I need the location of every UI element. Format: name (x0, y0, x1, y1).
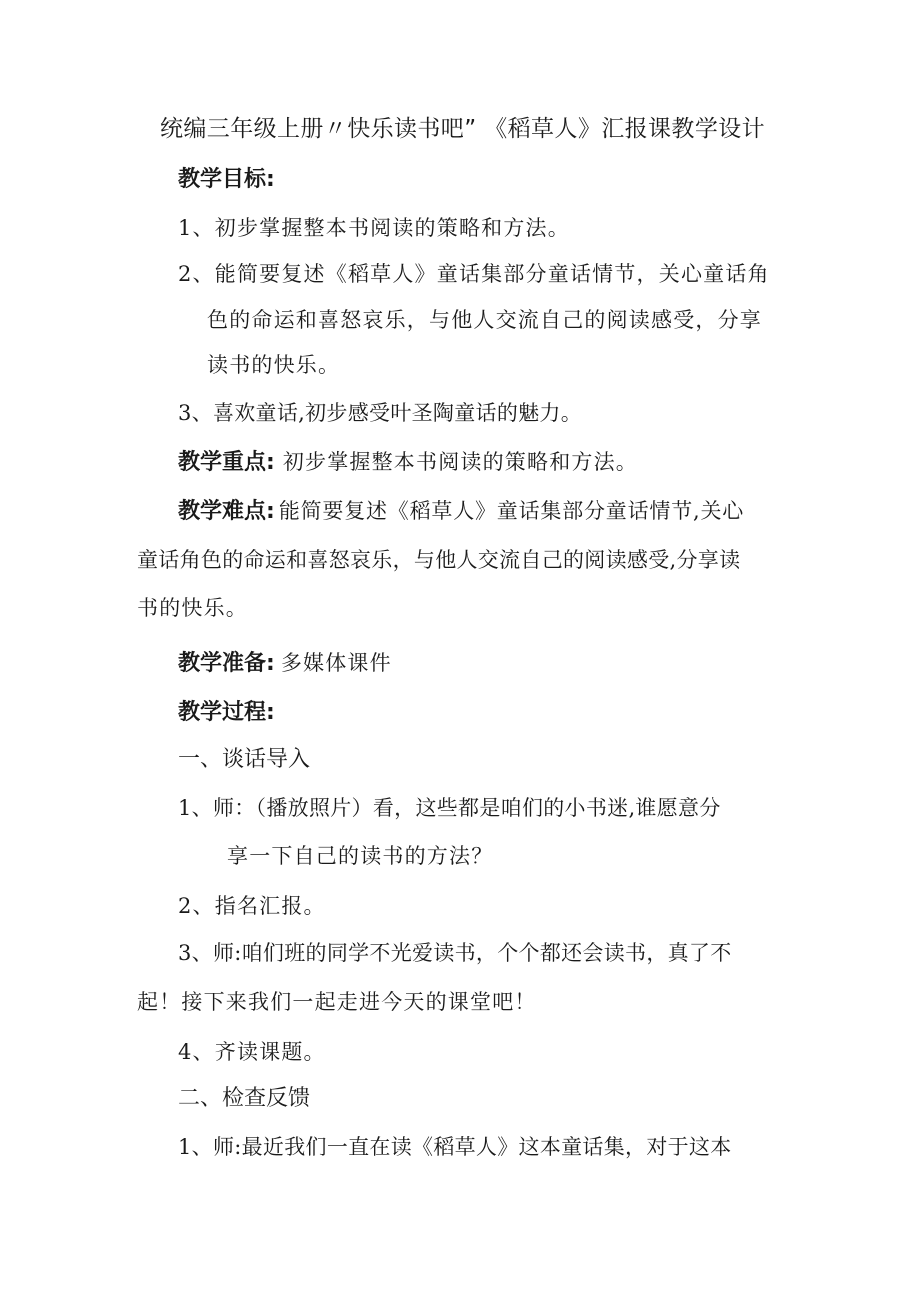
preparation-text: 多媒体课件 (280, 651, 392, 675)
section-1-item-2: 2、指名汇报。 (178, 894, 326, 918)
key-point-paragraph (178, 450, 638, 476)
objective-item-3: 3、喜欢童话,初步感受叶圣陶童话的魅力。 (178, 401, 583, 425)
process-heading: 教学过程: (178, 700, 275, 725)
section-2-heading: 二、检查反馈 (178, 1086, 311, 1111)
section-1-item-3-line-1: 3、师:咱们班的同学不光爱读书，个个都还会读书，真了不 (178, 941, 732, 965)
objective-item-1: 1、初步掌握整本书阅读的策略和方法。 (178, 216, 570, 240)
preparation-label: 教学准备: (178, 651, 275, 676)
objective-item-2-line-1: 2、能简要复述《稻草人》童话集部分童话情节，关心童话角 (178, 262, 770, 286)
objective-item-2-line-2: 色的命运和喜怒哀乐，与他人交流自己的阅读感受，分享 (207, 308, 762, 332)
key-point-label: 教学重点: (178, 450, 275, 475)
section-2-item-1-line-1: 1、师:最近我们一直在读《稻草人》这本童话集，对于这本 (178, 1135, 732, 1159)
difficulty-line-1 (178, 499, 744, 525)
objectives-heading: 教学目标: (178, 167, 275, 192)
key-point-text: 初步掌握整本书阅读的策略和方法。 (282, 450, 639, 474)
preparation-paragraph (178, 651, 392, 677)
section-1-item-3-line-2: 起！接下来我们一起走进今天的课堂吧！ (137, 990, 537, 1014)
document-title: 统编三年级上册〃快乐读书吧” 《稻草人》汇报课教学设计 (160, 116, 766, 142)
difficulty-label: 教学难点: (178, 499, 275, 524)
objective-item-2-line-3: 读书的快乐。 (207, 353, 341, 377)
section-1-item-4: 4、齐读课题。 (178, 1040, 326, 1064)
difficulty-text-line-2: 童话角色的命运和喜怒哀乐，与他人交流自己的阅读感受,分享读 (137, 548, 741, 572)
difficulty-text-line-1: 能简要复述《稻草人》童话集部分童话情节,关心 (278, 499, 745, 523)
section-1-heading: 一、谈话导入 (178, 747, 311, 772)
difficulty-text-line-3: 书的快乐。 (137, 596, 248, 620)
section-1-item-1-line-1: 1、师：（播放照片）看，这些都是咱们的小书迷,谁愿意分 (178, 796, 721, 820)
section-1-item-1-line-2: 享一下自己的读书的方法？ (227, 844, 494, 868)
